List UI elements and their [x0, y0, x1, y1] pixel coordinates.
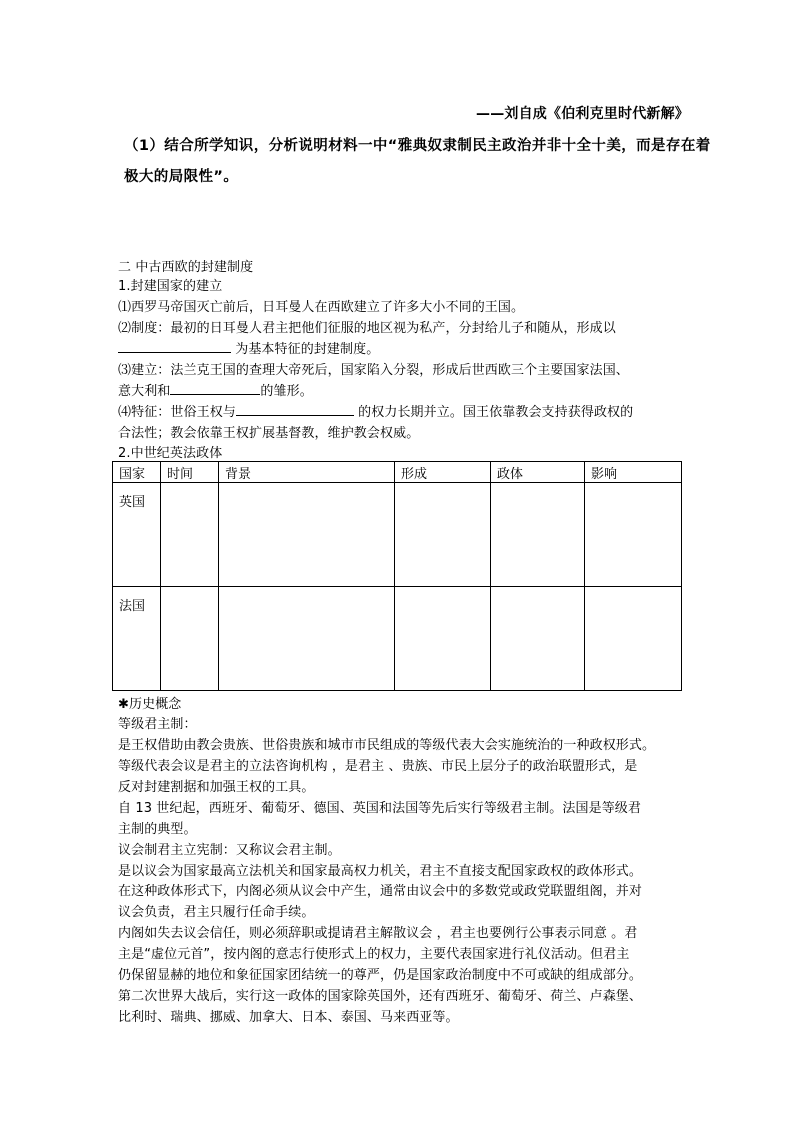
table-row — [113, 587, 682, 691]
item-1: ⑴西罗马帝国灭亡前后，日耳曼人在西欧建立了许多大小不同的王国。 — [118, 300, 525, 315]
fill-blank[interactable] — [236, 401, 354, 416]
item-2-line-2: 为基本特征的封建制度。 — [118, 338, 379, 357]
table-cell[interactable] — [161, 483, 219, 587]
concept-paragraph: 主制的典型。 — [118, 822, 197, 837]
item-2-line-1: ⑵制度：最初的日耳曼人君主把他们征服的地区视为私产，分封给儿子和随从，形成以 — [118, 321, 616, 336]
item-4-line-2: 合法性；教会依靠王权扩展基督教，维护教会权威。 — [118, 426, 420, 441]
concept-paragraph: 等级代表会议是君主的立法咨询机构 ，是君主 、贵族、市民上层分子的政治联盟形式，是 — [118, 759, 638, 774]
table-row — [113, 483, 682, 587]
concept-term-2: 议会制君主立宪制：又称议会君主制。 — [118, 843, 341, 858]
concept-paragraph: 内阁如失去议会信任，则必须辞职或提请君主解散议会 ，君主也要例行公事表示同意 。君 — [118, 926, 638, 941]
table-header-cell: 国家 — [113, 462, 161, 483]
concept-paragraph: 主是“虚位元首”，按内阁的意志行使形式上的权力，主要代表国家进行礼仪活动。但君主 — [118, 947, 630, 962]
fill-blank[interactable] — [118, 338, 231, 353]
concept-paragraph: 第二次世界大战后，实行这一政体的国家除英国外，还有西班牙、葡萄牙、荷兰、卢森堡、 — [118, 989, 643, 1004]
concept-paragraph: 自 13 世纪起，西班牙、葡萄牙、德国、英国和法国等先后实行等级君主制。法国是等级君 — [118, 801, 642, 816]
fill-blank[interactable] — [170, 380, 260, 395]
table-cell[interactable] — [491, 587, 585, 691]
question-line-2: 极大的局限性”。 — [124, 169, 239, 185]
concept-paragraph: 仍保留显赫的地位和象征国家团结统一的尊严，仍是国家政治制度中不可或缺的组成部分。 — [118, 968, 643, 983]
source-citation: ——刘自成《伯利克里时代新解》 — [476, 106, 689, 122]
concept-paragraph: 是王权借助由教会贵族、世俗贵族和城市市民组成的等级代表大会实施统治的一种政权形式。 — [118, 738, 656, 753]
table-cell[interactable] — [585, 587, 682, 691]
subsection-2-title: 2.中世纪英法政体 — [118, 446, 223, 461]
section-heading: 二 中古西欧的封建制度 — [118, 260, 254, 275]
table-header-cell: 影响 — [585, 462, 682, 483]
table-cell[interactable] — [395, 587, 491, 691]
table-cell[interactable] — [219, 587, 395, 691]
table-cell[interactable] — [395, 483, 491, 587]
concept-paragraph: 比利时、瑞典、挪威、加拿大、日本、泰国、马来西亚等。 — [118, 1010, 459, 1025]
table-header-cell: 时间 — [161, 462, 219, 483]
table-cell: 法国 — [113, 587, 161, 691]
concept-paragraph: 反对封建割据和加强王权的工具。 — [118, 780, 315, 795]
item-4-line-1: ⑷特征：世俗王权与 的权力长期并立。国王依靠教会支持获得政权的 — [118, 401, 633, 420]
concept-paragraph: 是以议会为国家最高立法机关和国家最高权力机关，君主不直接支配国家政权的政体形式。 — [118, 864, 643, 879]
politics-comparison-table — [112, 461, 682, 691]
concept-paragraph: 在这种政体形式下，内阁必须从议会中产生，通常由议会中的多数党或政党联盟组阁，并对 — [118, 884, 643, 899]
table-header-cell: 背景 — [219, 462, 395, 483]
table-cell[interactable] — [585, 483, 682, 587]
concept-term-1: 等级君主制： — [118, 717, 197, 732]
table-cell[interactable] — [491, 483, 585, 587]
concepts-title: ✱历史概念 — [118, 697, 182, 712]
table-cell: 英国 — [113, 483, 161, 587]
item-3-line-1: ⑶建立：法兰克王国的查理大帝死后，国家陷入分裂，形成后世西欧三个主要国家法国、 — [118, 363, 629, 378]
subsection-1-title: 1.封建国家的建立 — [118, 279, 223, 294]
table-cell[interactable] — [161, 587, 219, 691]
concept-paragraph: 议会负责，君主只履行任命手续。 — [118, 905, 315, 920]
question-line-1: （1）结合所学知识，分析说明材料一中“雅典奴隶制民主政治并非十全十美，而是存在着 — [124, 138, 711, 154]
table-cell[interactable] — [219, 483, 395, 587]
table-header-cell: 政体 — [491, 462, 585, 483]
table-header-cell: 形成 — [395, 462, 491, 483]
item-3-line-2: 意大利和 的雏形。 — [118, 380, 313, 399]
table-header-row — [113, 462, 682, 483]
